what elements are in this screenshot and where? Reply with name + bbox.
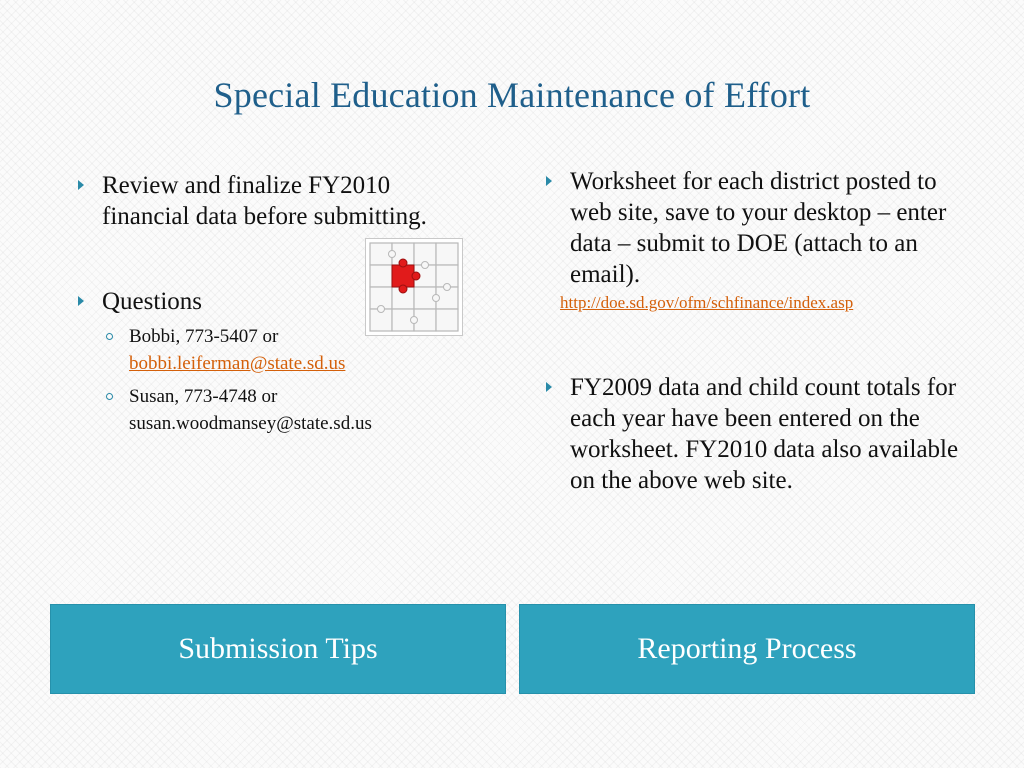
circle-bullet-icon (106, 393, 113, 400)
bullet-review (72, 170, 492, 232)
reporting-process-banner: Reporting Process (519, 604, 975, 694)
triangle-bullet-icon (78, 296, 84, 306)
circle-bullet-icon (106, 333, 113, 340)
email-link-bobbi[interactable]: bobbi.leiferman@state.sd.us (129, 353, 346, 374)
triangle-bullet-icon (546, 176, 552, 186)
contacts-list (104, 323, 492, 437)
worksheet-url-link[interactable]: http://doe.sd.gov/ofm/schfinance/index.asp (560, 293, 854, 312)
bullet-text: Questions (102, 288, 202, 315)
bullet-text: Review and finalize FY2010 financial data before submitting. (102, 172, 427, 230)
contact-susan (104, 383, 492, 437)
bullet-text: Worksheet for each district posted to web site, save to your desktop – enter data – submit to DOE (attach to an email). (570, 168, 947, 288)
triangle-bullet-icon (546, 382, 552, 392)
triangle-bullet-icon (78, 180, 84, 190)
email-text-susan: susan.woodmansey@state.sd.us (129, 413, 372, 434)
slide-title: Special Education Maintenance of Effort (213, 75, 811, 115)
reporting-process-column (540, 166, 980, 496)
puzzle-icon (365, 238, 463, 336)
bullet-text: FY2009 data and child count totals for each year have been entered on the worksheet. FY2010 data also available on the above web site. (570, 374, 959, 494)
bullet-worksheet (540, 166, 980, 290)
contact-text: Bobbi, 773-5407 or (129, 326, 279, 347)
submission-tips-banner: Submission Tips (50, 604, 506, 694)
bullet-fy2009-data (540, 372, 980, 496)
contact-text: Susan, 773-4748 or (129, 386, 278, 407)
